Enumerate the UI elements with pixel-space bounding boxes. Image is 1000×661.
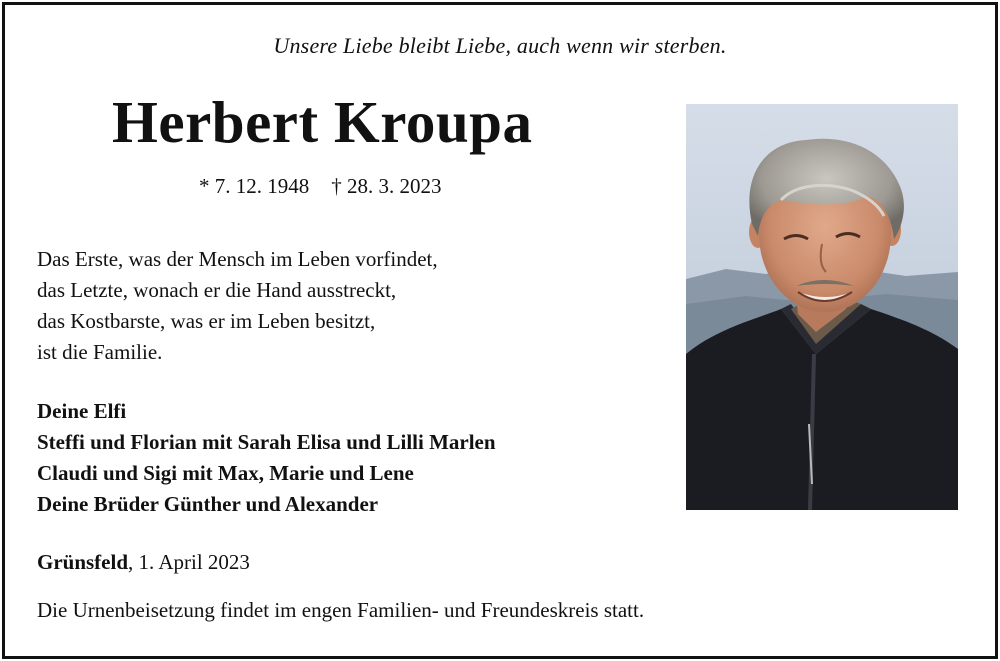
mourner-line: Deine Elfi	[37, 399, 127, 423]
motto: Unsere Liebe bleibt Liebe, auch wenn wir sterben.	[273, 33, 727, 58]
poem-line: das Letzte, wonach er die Hand ausstreckt,	[37, 278, 397, 302]
poem-line: ist die Familie.	[37, 340, 163, 364]
mourners-list	[37, 396, 496, 520]
town: Grünsfeld	[37, 550, 129, 574]
birth-date: * 7. 12. 1948	[199, 174, 310, 198]
poem-line: das Kostbarste, was er im Leben besitzt,	[37, 309, 376, 333]
death-date: † 28. 3. 2023	[331, 174, 442, 198]
burial-note: Die Urnenbeisetzung findet im engen Familien- und Freundeskreis statt.	[37, 598, 645, 622]
life-dates	[199, 174, 442, 199]
mourner-line: Claudi und Sigi mit Max, Marie und Lene	[37, 461, 414, 485]
portrait-photo	[686, 104, 958, 510]
poem-line: Das Erste, was der Mensch im Leben vorfindet,	[37, 247, 438, 271]
mourner-line: Deine Brüder Günther und Alexander	[37, 492, 379, 516]
deceased-name: Herbert Kroupa	[112, 89, 533, 155]
notice-date: , 1. April 2023	[128, 550, 250, 574]
poem	[37, 244, 438, 368]
mourner-line: Steffi und Florian mit Sarah Elisa und Lilli Marlen	[37, 430, 496, 454]
place-date	[37, 550, 250, 575]
